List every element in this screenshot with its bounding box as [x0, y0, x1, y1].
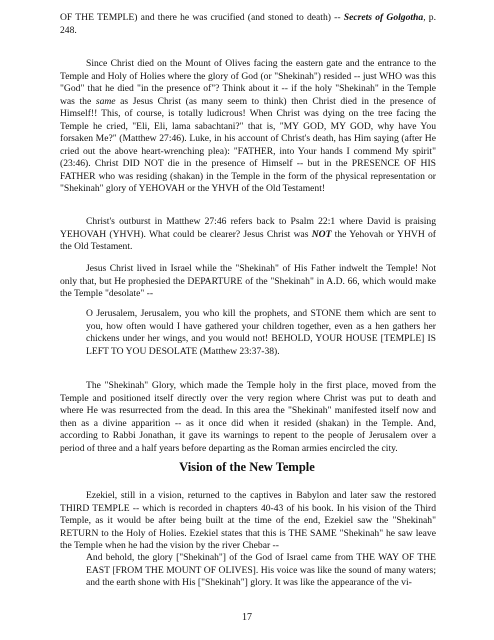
emphasis-not: NOT [311, 228, 332, 240]
paragraph-christ-died [60, 58, 436, 196]
paragraph-text: OF THE TEMPLE) and there he was crucified (and stoned to death) -- [60, 12, 344, 23]
paragraph-ezekiel: Ezekiel, still in a vision, returned to the captives in Babylon and later saw the restored THIRD TEMPLE -- which is recorded in chapters 40-43 of his book. In his vision of the Third Temple, as it would be after being built at the time of the end, Ezekiel saw the "Shekinah" RETURN to the Holy of Holies. Ezekiel states that this is THE SAME "Shekinah" he saw leave the Temple when he had the vision by the river Chebar -- [60, 490, 436, 551]
book-title: Secrets of Golgotha [343, 12, 424, 23]
emphasis-same: same [95, 95, 116, 107]
paragraph-shekinah-glory: The "Shekinah" Glory, which made the Temple holy in the first place, moved from the Temple and positioned itself directly over the very region where Christ was put to death and where He was resurrected from the dead. In this area the "Shekinah" manifested itself now and then as a divine apparition -- as it once did when it resided (shakan) in the Temple. And, according to Rabbi Jonathan, it gave its warnings to repent to the people of Jerusalem over a period of three and a half years before departing as the Roman armies encircled the city. [60, 380, 436, 454]
paragraph-text: the Yehovah or YHVH of the Old Testament. [60, 228, 436, 252]
quote-matthew: O Jerusalem, Jerusalem, you who kill the prophets, and STONE them which are sent to you, how often would I have gathered your children together, even as a hen gathers her chickens under her wings, and you would not! BEHOLD, YOUR HOUSE [TEMPLE] IS LEFT TO YOU DESOLATE (Matthew 23:37-38). [86, 308, 436, 357]
quote-ezekiel: And behold, the glory ["Shekinah"] of the God of Israel came from THE WAY OF THE EAST [FROM THE MOUNT OF OLIVES]. His voice was like the sound of many waters; and the earth shone with His ["Shekinah"] glory. It was like the appearance of the vi- [86, 552, 436, 588]
paragraph-text: , p. 248. [60, 12, 436, 36]
paragraph-text: Christ's outburst in Matthew 27:46 refers back to Psalm 22:1 where David is praising YEHOVAH (YHVH). What could be clearer? Jesus Christ was [60, 216, 436, 240]
section-heading: Vision of the New Temple [179, 460, 315, 474]
page-number: 17 [242, 612, 252, 623]
paragraph-outburst [60, 216, 436, 254]
paragraph-text: as Jesus Christ (as many seem to think) then Christ died in the presence of Himself!! This, of course, is totally ludicrous! When Christ was dying on the tree facing the Temple he cried, "Eli, Eli, lama sabachtani?" that is, "MY GOD, MY GOD, why have You forsaken Me?" (Matthew 27:46). Luke, in his account of Christ's death, has Him saying (after He cried out the above heart-wrenching plea): "FATHER, into Your hands I commend My spirit" (23:46). Christ DID NOT die in the presence of Himself -- but in the PRESENCE OF HIS FATHER who was residing (shakan) in the Temple in the form of the physical representation or "Shekinah" glory of YEHOVAH or the YHVH of the Old Testament! [60, 95, 437, 194]
paragraph-jesus-lived: Jesus Christ lived in Israel while the "Shekinah" of His Father indwelt the Temple! Not only that, but He prophesied the DEPARTURE of the "Shekinah" in A.D. 66, which would make the Temple "desolate" -- [60, 263, 436, 299]
paragraph-text: Since Christ died on the Mount of Olives facing the eastern gate and the entrance to the Temple and Holy of Holies where the glory of God (or "Shekinah") resided -- just WHO was this "God" that he died "in the presence of"? Think about it -- if the holy "Shekinah" in the Temple was the [60, 58, 436, 107]
paragraph-continuation [60, 12, 436, 37]
